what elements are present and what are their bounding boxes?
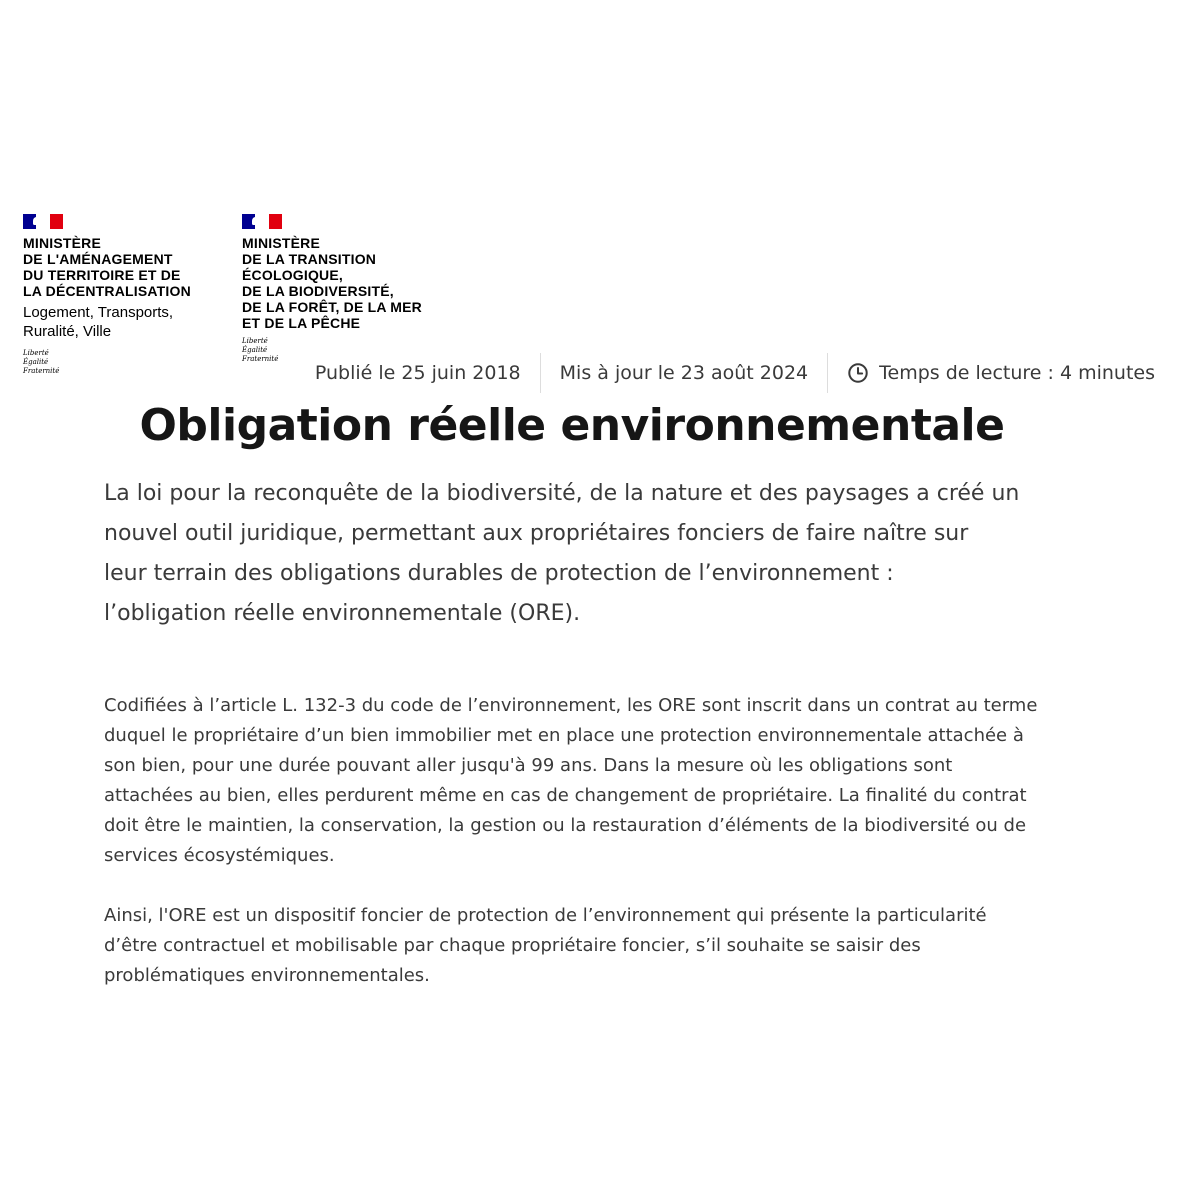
motto-line: Égalité bbox=[23, 358, 49, 366]
paragraph-line: attachées au bien, elles perdurent même en cas de changement de propriétaire. La finalité du contrat bbox=[104, 785, 1027, 806]
ministry-subtitle-line: Ruralité, Ville bbox=[23, 323, 112, 340]
page-title: Obligation réelle environnementale bbox=[139, 400, 1005, 451]
lead-line: nouvel outil juridique, permettant aux propriétaires fonciers de faire naître sur bbox=[104, 521, 969, 546]
ministry-name-line: ET DE LA PÊCHE bbox=[242, 315, 361, 331]
paragraph-line: services écosystémiques. bbox=[104, 845, 335, 866]
ministry-name-line: MINISTÈRE bbox=[242, 235, 321, 251]
paragraph-line: Codifiées à l’article L. 132-3 du code de l’environnement, les ORE sont inscrit dans un contrat au terme bbox=[104, 695, 1038, 716]
ministry-name-line: DE LA FORÊT, DE LA MER bbox=[242, 299, 422, 315]
article-meta bbox=[315, 353, 1155, 393]
marianne-flag-icon bbox=[23, 214, 63, 229]
republic-motto bbox=[23, 349, 191, 376]
article-lead bbox=[104, 474, 1104, 634]
published-date: Publié le 25 juin 2018 bbox=[314, 362, 521, 384]
updated-date: Mis à jour le 23 août 2024 bbox=[559, 362, 809, 384]
article-paragraph bbox=[104, 901, 1104, 991]
ministry-logo-amenagement[interactable] bbox=[23, 214, 191, 376]
ministry-name-line: DU TERRITOIRE ET DE bbox=[23, 267, 181, 283]
lead-line: leur terrain des obligations durables de protection de l’environnement : bbox=[104, 561, 894, 586]
motto-line: Égalité bbox=[242, 346, 268, 354]
reading-time bbox=[847, 353, 1155, 393]
article-paragraph bbox=[104, 691, 1104, 871]
lead-line: l’obligation réelle environnementale (ORE). bbox=[104, 601, 581, 626]
ministry-name-line: ÉCOLOGIQUE, bbox=[242, 267, 343, 283]
motto-line: Liberté bbox=[23, 349, 49, 357]
ministry-name-line: DE LA BIODIVERSITÉ, bbox=[242, 283, 394, 299]
paragraph-line: duquel le propriétaire d’un bien immobilier met en place une protection environnementale attachée à bbox=[104, 725, 1024, 746]
ministry-name bbox=[23, 235, 191, 299]
motto-line: Fraternité bbox=[242, 355, 279, 363]
meta-divider bbox=[540, 353, 541, 393]
lead-line: La loi pour la reconquête de la biodiversité, de la nature et des paysages a créé un bbox=[104, 481, 1020, 506]
paragraph-line: doit être le maintien, la conservation, la gestion ou la restauration d’éléments de la biodiversité ou de bbox=[104, 815, 1027, 836]
ministry-name-line: MINISTÈRE bbox=[23, 235, 102, 251]
ministry-name-line: DE LA TRANSITION bbox=[242, 251, 377, 267]
ministry-name-line: LA DÉCENTRALISATION bbox=[23, 283, 191, 299]
paragraph-line: Ainsi, l'ORE est un dispositif foncier de protection de l’environnement qui présente la particularité bbox=[104, 905, 987, 926]
motto-line: Fraternité bbox=[23, 367, 60, 375]
clock-icon bbox=[847, 362, 869, 384]
ministry-subtitle-line: Logement, Transports, bbox=[23, 304, 174, 321]
paragraph-line: d’être contractuel et mobilisable par chaque propriétaire foncier, s’il souhaite se saisir des bbox=[104, 935, 921, 956]
ministry-logo-transition-ecologique[interactable] bbox=[242, 214, 422, 364]
ministry-subtitle bbox=[23, 303, 191, 341]
paragraph-line: problématiques environnementales. bbox=[104, 965, 430, 986]
motto-line: Liberté bbox=[242, 337, 268, 345]
ministry-name-line: DE L'AMÉNAGEMENT bbox=[23, 251, 173, 267]
marianne-flag-icon bbox=[242, 214, 282, 229]
reading-time-label: Temps de lecture : 4 minutes bbox=[879, 362, 1155, 384]
paragraph-line: son bien, pour une durée pouvant aller jusqu'à 99 ans. Dans la mesure où les obligations sont bbox=[104, 755, 953, 776]
ministry-name bbox=[242, 235, 422, 331]
meta-divider bbox=[827, 353, 828, 393]
